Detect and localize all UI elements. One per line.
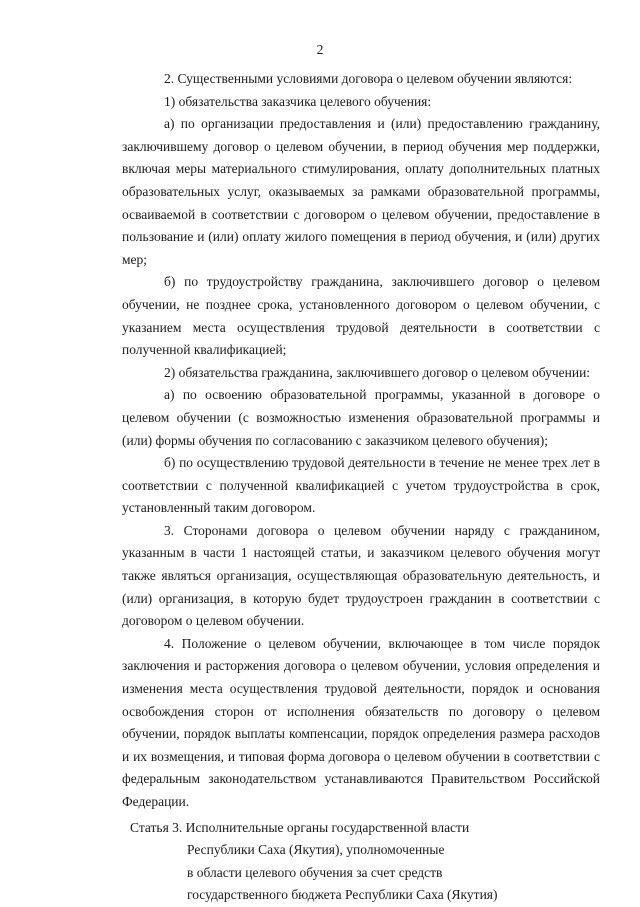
page-number: 2	[316, 42, 324, 57]
paragraph-customer-obligations: 1) обязательства заказчика целевого обучения:	[164, 93, 432, 109]
paragraph-citizen-obligations: 2) обязательства гражданина, заключившего договор о целевом обучении:	[164, 364, 591, 380]
paragraph-2-intro: 2. Существенными условиями договора о целевом обучении являются:	[164, 71, 573, 86]
paragraph-citizen-item-b: б) по осуществлению трудовой деятельности в течение не менее трех лет в соответствии с полученной квалификацией с учетом трудоустройства в срок, установленный таким договором.	[122, 455, 600, 516]
document-body	[122, 68, 600, 907]
article-heading-line-4: государственного бюджета Республики Саха (Якутия)	[187, 887, 498, 903]
paragraph-customer-item-b: б) по трудоустройству гражданина, заключившего договор о целевом обучении, не позднее срока, установленного договором о целевом обучении, с указанием места осуществления трудовой деятельности в соответствии с полученной квалификацией;	[122, 274, 600, 358]
paragraph-customer-item-a: а) по организации предоставления и (или) предоставлению гражданину, заключившему договор о целевом обучении, в период обучения мер поддержки, включая меры материального стимулирования, оплату дополнительных платных образовательных услуг, оказываемых за рамками образовательной программы, осваиваемой в соответствии с договором о целевом обучении, предоставление в пользование и (или) оплату жилого помещения в период обучения, и (или) других мер;	[122, 116, 600, 267]
article-heading-line-1: Статья 3. Исполнительные органы государственной власти	[130, 819, 470, 835]
article-3-heading	[122, 817, 600, 907]
paragraph-3-parties: 3. Сторонами договора о целевом обучении наряду с гражданином, указанным в части 1 настоящей статьи, и заказчиком целевого обучения могут также являться организация, осуществляющая образовательную деятельность, и (или) организация, в которую будет трудоустроен гражданин в соответствии с договором о целевом обучении.	[122, 522, 600, 629]
article-heading-line-2: Республики Саха (Якутия), уполномоченные	[187, 842, 445, 858]
paragraph-citizen-item-a: а) по освоению образовательной программы, указанной в договоре о целевом обучении (с возможностью изменения образовательной программы и (или) формы обучения по согласованию с заказчиком целевого обучения);	[122, 387, 600, 448]
paragraph-4-regulation: 4. Положение о целевом обучении, включающее в том числе порядок заключения и расторжения договора о целевом обучении, условия определения и изменения места осуществления трудовой деятельности, порядок и основания освобождения сторон от исполнения обязательств по договору о целевом обучении, порядок выплаты компенсации, порядок определения размера расходов и их возмещения, и типовая форма договора о целевом обучении в соответствии с федеральным законодательством устанавливаются Правительством Российской Федерации.	[122, 635, 600, 809]
article-heading-line-3: в области целевого обучения за счет средств	[187, 864, 443, 880]
